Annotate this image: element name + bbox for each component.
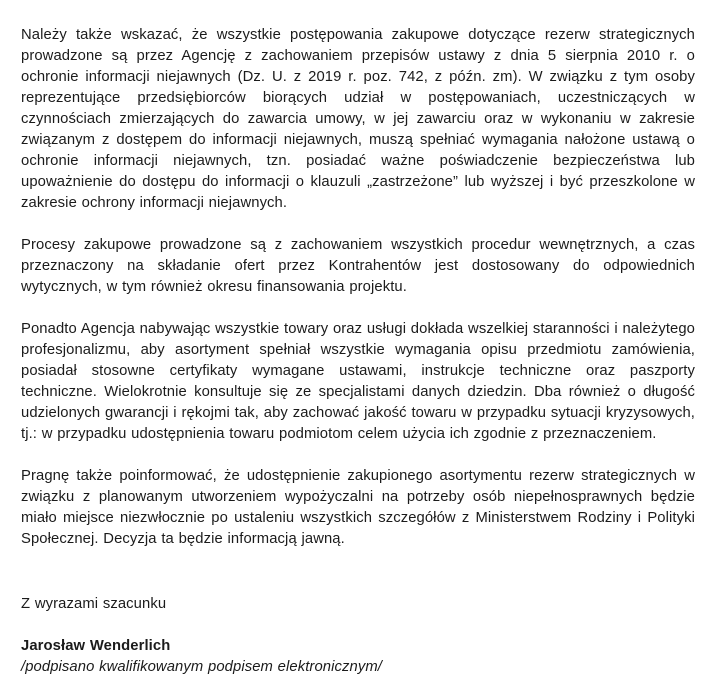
closing-salutation: Z wyrazami szacunku xyxy=(21,596,167,612)
signature-name: Jarosław Wenderlich xyxy=(21,638,171,654)
signature-electronic-note: /podpisano kwalifikowanym podpisem elektronicznym/ xyxy=(21,659,382,675)
paragraph-purchase-processes: Procesy zakupowe prowadzone są z zachowaniem wszystkich procedur wewnętrznych, a czas przeznaczony na składanie ofert przez Kontrahentów jest dostosowany do odpowiednich wytycznych, w tym również okresu finansowania projektu. xyxy=(21,237,695,295)
paragraph-agency-diligence: Ponadto Agencja nabywając wszystkie towary oraz usługi dokłada wszelkiej staranności i należytego profesjonalizmu, aby asortyment spełniał wszystkie wymagania opisu przedmiotu zamówienia, posiadał stosowne certyfikaty wymagane ustawami, instrukcje techniczne oraz paszporty techniczne. Wielokrotnie konsultuje się ze specjalistami danych dziedzin. Dba również o długość udzielonych gwarancji i rękojmi tak, aby zachować jakość towaru w przypadku sytuacji kryzysowych, tj.: w przypadku udostępnienia towaru podmiotom celem użycia ich zgodnie z przeznaczeniem. xyxy=(21,321,696,442)
paragraph-procurement-classified-info: Należy także wskazać, że wszystkie postępowania zakupowe dotyczące rezerw strategicznych prowadzone są przez Agencję z zachowaniem przepisów ustawy z dnia 5 sierpnia 2010 r. o ochronie informacji niejawnych (Dz. U. z 2019 r. poz. 742, z późn. zm). W związku z tym osoby reprezentujące przedsiębiorców biorących udział w postępowaniach, uczestniczących w czynnościach zmierzających do zawarcia umowy, w jej zawarciu oraz w wykonaniu w zakresie związanym z dostępem do informacji niejawnych, muszą spełniać wymagania nałożone ustawą o ochronie informacji niejawnych, tzn. posiadać ważne poświadczenie bezpieczeństwa lub upoważnienie do dostępu do informacji o klauzuli „zastrzeżone” lub wyższej i być przeszkolone w zakresie ochrony informacji niejawnych. xyxy=(21,27,695,211)
paragraph-rental-announcement: Pragnę także poinformować, że udostępnienie zakupionego asortymentu rezerw strategicznych w związku z planowanym utworzeniem wypożyczalni na potrzeby osób niepełnosprawnych będzie miało miejsce niezwłocznie po ustaleniu wszystkich szczegółów z Ministerstwem Rodziny i Polityki Społecznej. Decyzja ta będzie informacją jawną. xyxy=(21,468,695,547)
